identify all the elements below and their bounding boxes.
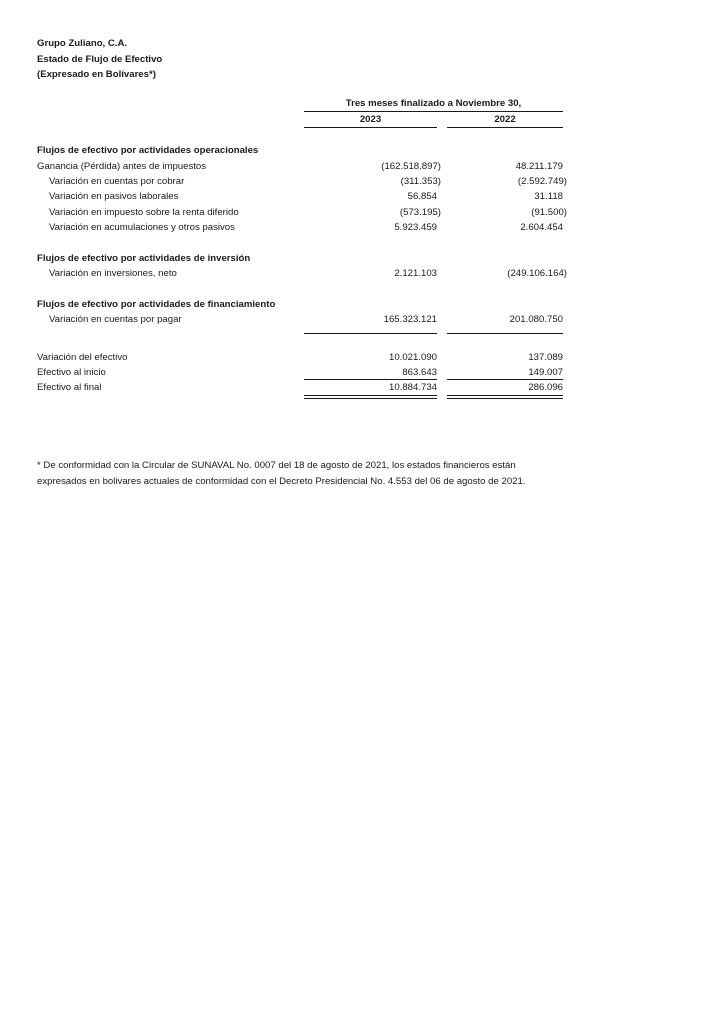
value-2023: 10.021.090 bbox=[388, 352, 437, 363]
column-header-2022: 2022 bbox=[494, 114, 516, 125]
value-2022: (249.106.164) bbox=[507, 268, 567, 279]
company-name: Grupo Zuliano, C.A. bbox=[37, 38, 128, 49]
value-2022: 48.211.179 bbox=[515, 161, 563, 172]
row-label: Variación en inversiones, neto bbox=[49, 268, 177, 279]
statement-title: Estado de Flujo de Efectivo bbox=[37, 54, 163, 65]
row-label: Variación en impuesto sobre la renta diferido bbox=[49, 207, 239, 218]
subtotal-rule-2023 bbox=[304, 333, 437, 334]
value-2023: 863.643 bbox=[402, 367, 437, 378]
footnote-line-1: * De conformidad con la Circular de SUNAVAL No. 0007 del 18 de agosto de 2021, los estados financieros están bbox=[37, 460, 516, 471]
subtotal-rule-2022 bbox=[447, 333, 563, 334]
section-title-financing: Flujos de efectivo por actividades de financiamiento bbox=[37, 299, 276, 310]
value-2023: (162.518.897) bbox=[381, 161, 441, 172]
double-rule-2022 bbox=[447, 395, 563, 399]
value-2022: 149.007 bbox=[528, 367, 563, 378]
value-2022: (2.592.749) bbox=[517, 176, 567, 187]
value-2022: 2.604.454 bbox=[520, 222, 563, 233]
total-rule-2023 bbox=[304, 379, 437, 380]
row-label: Variación en cuentas por cobrar bbox=[49, 176, 185, 187]
row-label: Efectivo al inicio bbox=[37, 367, 106, 378]
row-label: Variación en acumulaciones y otros pasivos bbox=[49, 222, 235, 233]
value-2022: 201.080.750 bbox=[509, 314, 563, 325]
footnote-line-2: expresados en bolivares actuales de conformidad con el Decreto Presidencial No. 4.553 del 06 de agosto de 2021. bbox=[37, 476, 526, 487]
section-title-operating: Flujos de efectivo por actividades operacionales bbox=[37, 145, 259, 156]
value-2023: 2.121.103 bbox=[394, 268, 437, 279]
row-label: Ganancia (Pérdida) antes de impuestos bbox=[37, 161, 207, 172]
value-2023: (311.353) bbox=[400, 176, 441, 187]
value-2022: 31.118 bbox=[534, 191, 563, 202]
total-rule-2022 bbox=[447, 379, 563, 380]
row-label: Variación en cuentas por pagar bbox=[49, 314, 182, 325]
column-rule-2023 bbox=[304, 127, 437, 128]
currency-note: (Expresado en Bolívares*) bbox=[37, 69, 156, 80]
row-label: Efectivo al final bbox=[37, 382, 102, 393]
value-2023: 56.854 bbox=[407, 191, 437, 202]
value-2023: 10.884.734 bbox=[388, 382, 437, 393]
row-label: Variación del efectivo bbox=[37, 352, 128, 363]
header-rule bbox=[304, 111, 563, 112]
value-2022: 286.096 bbox=[528, 382, 563, 393]
value-2023: (573.195) bbox=[399, 207, 441, 218]
row-label: Variación en pasivos laborales bbox=[49, 191, 179, 202]
value-2023: 165.323.121 bbox=[383, 314, 437, 325]
section-title-investing: Flujos de efectivo por actividades de inversión bbox=[37, 253, 251, 264]
value-2022: (91.500) bbox=[531, 207, 567, 218]
value-2022: 137.089 bbox=[528, 352, 563, 363]
double-rule-2023 bbox=[304, 395, 437, 399]
period-title: Tres meses finalizado a Noviembre 30, bbox=[345, 98, 522, 109]
column-rule-2022 bbox=[447, 127, 563, 128]
column-header-2023: 2023 bbox=[359, 114, 382, 125]
value-2023: 5.923.459 bbox=[394, 222, 437, 233]
